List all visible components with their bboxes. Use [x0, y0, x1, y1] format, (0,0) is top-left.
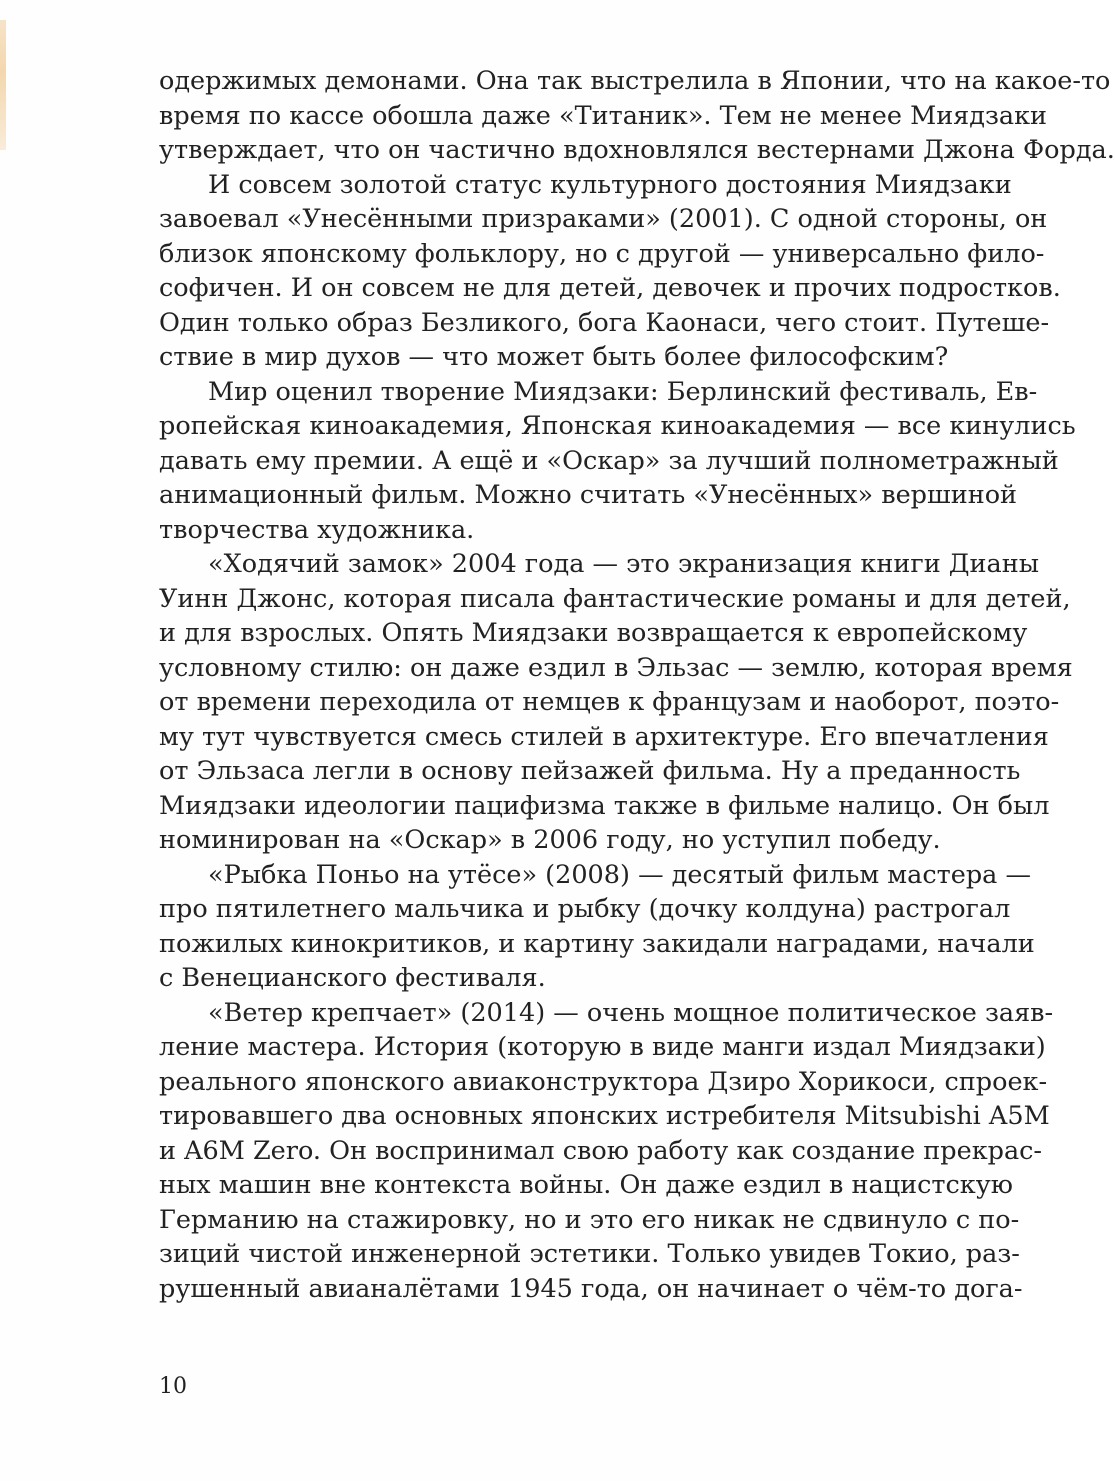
text-line: анимационный фильм. Можно считать «Унесённых» вершиной [159, 480, 1018, 510]
text-line: и A6M Zero. Он воспринимал свою работу как создание прекрас- [159, 1135, 1043, 1166]
text-line: завоевал «Унесёнными призраками» (2001). С одной стороны, он [159, 204, 1048, 234]
body-text [159, 64, 1115, 1306]
page-edge-mark [0, 20, 6, 150]
text-line: рушенный авианалётами 1945 года, он начинает о чём-то дога- [159, 1273, 1023, 1304]
text-line: Один только образ Безликого, бога Каонаси, чего стоит. Путеше- [159, 307, 1050, 338]
text-line: одержимых демонами. Она так выстрелила в Японии, что на какое-то [159, 66, 1111, 96]
text-line: и для взрослых. Опять Миядзаки возвращается к европейскому [159, 618, 1028, 648]
text-line: пожилых кинокритиков, и картину закидали наградами, начали [159, 928, 1035, 959]
text-line: про пятилетнего мальчика и рыбку (дочку колдуна) растрогал [159, 894, 1011, 924]
text-line: Миядзаки идеологии пацифизма также в фильме налицо. Он был [159, 790, 1050, 821]
text-line: ных машин вне контекста войны. Он даже ездил в нацистскую [159, 1170, 1013, 1200]
text-line: номинирован на «Оскар» в 2006 году, но уступил победу. [159, 825, 941, 855]
text-line: от времени переходила от немцев к французам и наоборот, поэто- [159, 687, 1060, 717]
text-line: Мир оценил творение Миядзаки: Берлинский фестиваль, Ев- [208, 376, 1038, 407]
page-number: 10 [159, 1374, 187, 1399]
text-line: ление мастера. История (которую в виде манги издал Миядзаки) [159, 1032, 1046, 1062]
text-line: ропейская киноакадемия, Японская киноакадемия — все кинулись [159, 411, 1076, 441]
text-line: условному стилю: он даже ездил в Эльзас — землю, которая время [159, 652, 1073, 683]
text-line: творчества художника. [159, 514, 475, 545]
text-line: софичен. И он совсем не для детей, девочек и прочих подростков. [159, 273, 1061, 303]
text-line: Германию на стажировку, но и это его никак не сдвинуло с по- [159, 1204, 1020, 1235]
text-line: Уинн Джонс, которая писала фантастические романы и для детей, [159, 583, 1071, 614]
text-line: тировавшего два основных японских истребителя Mitsubishi A5M [159, 1101, 1050, 1131]
text-line: реального японского авиаконструктора Дзиро Хорикоси, спроек- [159, 1066, 1048, 1097]
text-line: му тут чувствуется смесь стилей в архитектуре. Его впечатления [159, 721, 1049, 752]
text-line: с Венецианского фестиваля. [159, 963, 546, 993]
text-line: «Ветер крепчает» (2014) — очень мощное политическое заяв- [208, 997, 1054, 1028]
text-line: «Ходячий замок» 2004 года — это экранизация книги Дианы [208, 549, 1040, 579]
text-line: ствие в мир духов — что может быть более философским? [159, 342, 949, 372]
text-line: утверждает, что он частично вдохновлялся вестернами Джона Форда. [159, 135, 1115, 165]
text-line: «Рыбка Поньо на утёсе» (2008) — десятый фильм мастера — [208, 859, 1031, 890]
text-line: близок японскому фольклору, но с другой — универсально фило- [159, 238, 1045, 269]
text-line: давать ему премии. А ещё и «Оскар» за лучший полнометражный [159, 445, 1059, 476]
text-line: зиций чистой инженерной эстетики. Только увидев Токио, раз- [159, 1239, 1020, 1269]
text-line: И совсем золотой статус культурного достояния Миядзаки [208, 169, 1012, 200]
text-line: от Эльзаса легли в основу пейзажей фильма. Ну а преданность [159, 756, 1021, 786]
text-line: время по кассе обошла даже «Титаник». Тем не менее Миядзаки [159, 100, 1048, 131]
